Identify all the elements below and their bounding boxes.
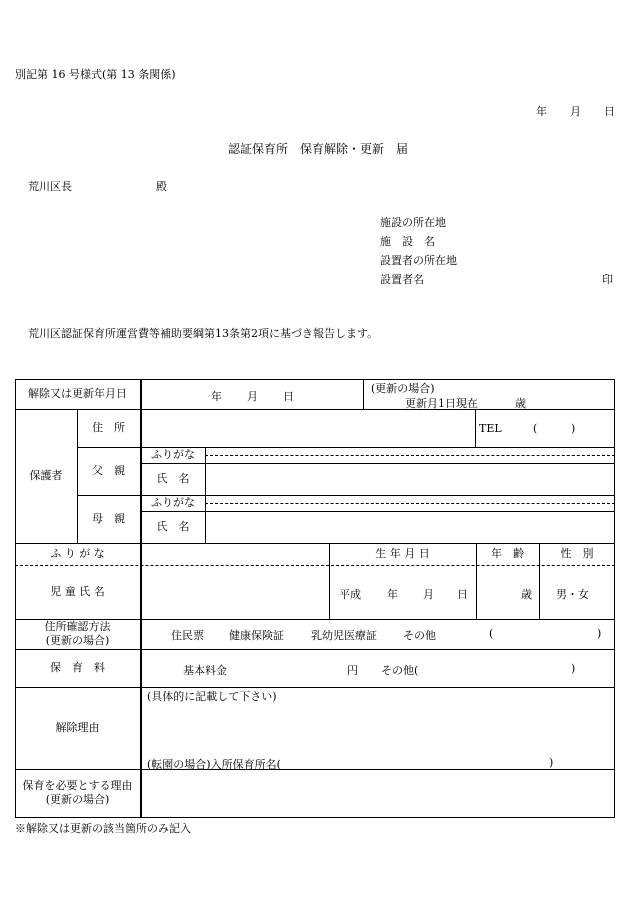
birth-month: 月	[423, 588, 434, 601]
statement: 荒川区認証保育所運営費等補助要綱第13条第2項に基づき報告します。	[28, 327, 379, 340]
father-furigana-label: ふりがな	[151, 448, 195, 462]
reason-note: (具体的に記載して下さい)	[147, 690, 277, 703]
age-unit: 歳	[515, 397, 526, 410]
father-label: 父 親	[92, 464, 125, 478]
child-furigana-label: ふ り が な	[50, 547, 105, 561]
date-row-label: 解除又は更新年月日	[28, 387, 127, 401]
age-as-of-label: 更新月1日現在	[405, 397, 478, 410]
date-month-label: 月	[570, 105, 581, 118]
birth-year: 年	[387, 588, 398, 601]
need-reason-label-line2: (更新の場合)	[45, 793, 110, 806]
transfer-paren-close: )	[549, 756, 554, 769]
tel-paren-open: (	[533, 422, 538, 435]
tel-label: TEL	[479, 422, 502, 435]
birth-date-label: 生 年 月 日	[375, 547, 430, 561]
applicant-field-facility-address: 施設の所在地	[380, 216, 446, 229]
date-row-year: 年	[211, 390, 222, 403]
honorific: 殿	[156, 180, 167, 193]
need-reason-label-line1: 保育を必要とする理由	[22, 779, 133, 793]
address-confirm-label-line1: 住所確認方法	[44, 620, 111, 634]
address-label: 住 所	[92, 421, 125, 435]
applicant-field-operator-name: 設置者名	[380, 273, 424, 286]
applicant-field-facility-name: 施 設 名	[380, 235, 435, 248]
reason-label: 解除理由	[55, 721, 100, 735]
form-table	[15, 379, 615, 818]
update-case-label: (更新の場合)	[371, 382, 435, 395]
birth-day: 日	[457, 588, 468, 601]
tel-paren-close: )	[571, 422, 576, 435]
mother-label: 母 親	[92, 512, 125, 526]
fee-paren-close: )	[571, 662, 576, 675]
fee-label: 保 育 料	[50, 661, 105, 675]
date-row-day: 日	[283, 390, 294, 403]
mother-furigana-label: ふりがな	[151, 496, 195, 510]
fee-yen: 円	[347, 664, 358, 677]
age-label: 年 齢	[491, 547, 524, 561]
option-infant-medical: 乳幼児医療証	[311, 629, 377, 642]
fee-other: その他(	[381, 664, 419, 677]
seal-mark: 印	[602, 273, 613, 286]
addressee: 荒川区長	[28, 180, 72, 193]
address-confirm-paren-close: )	[597, 627, 602, 640]
need-reason-label	[15, 769, 140, 817]
address-confirm-label-line2: (更新の場合)	[45, 634, 110, 647]
date-day-label: 日	[604, 105, 615, 118]
document-title: 認証保育所 保育解除・更新 届	[228, 142, 409, 156]
child-age-unit: 歳	[521, 588, 532, 601]
fee-basic: 基本料金	[183, 664, 227, 677]
form-number: 別記第 16 号様式(第 13 条関係)	[15, 68, 176, 81]
father-name-label: 氏 名	[156, 472, 190, 486]
option-resident-card: 住民票	[171, 629, 204, 642]
applicant-field-operator-address: 設置者の所在地	[380, 254, 457, 267]
option-other: その他	[403, 629, 436, 642]
sex-options: 男・女	[556, 588, 589, 601]
sex-label: 性 別	[560, 547, 594, 561]
date-row-month: 月	[247, 390, 258, 403]
mother-name-label: 氏 名	[156, 520, 190, 534]
footer-note: ※解除又は更新の該当箇所のみ記入	[15, 822, 191, 835]
address-confirm-paren-open: (	[489, 627, 494, 640]
option-health-insurance: 健康保険証	[229, 629, 284, 642]
birth-era: 平成	[339, 588, 361, 601]
child-name-label: 児 童 氏 名	[50, 585, 105, 599]
guardian-label: 保護者	[29, 469, 63, 483]
transfer-note: (転園の場合)入所保育所名(	[147, 758, 281, 771]
address-confirm-label	[15, 619, 140, 649]
date-year-label: 年	[536, 105, 547, 118]
